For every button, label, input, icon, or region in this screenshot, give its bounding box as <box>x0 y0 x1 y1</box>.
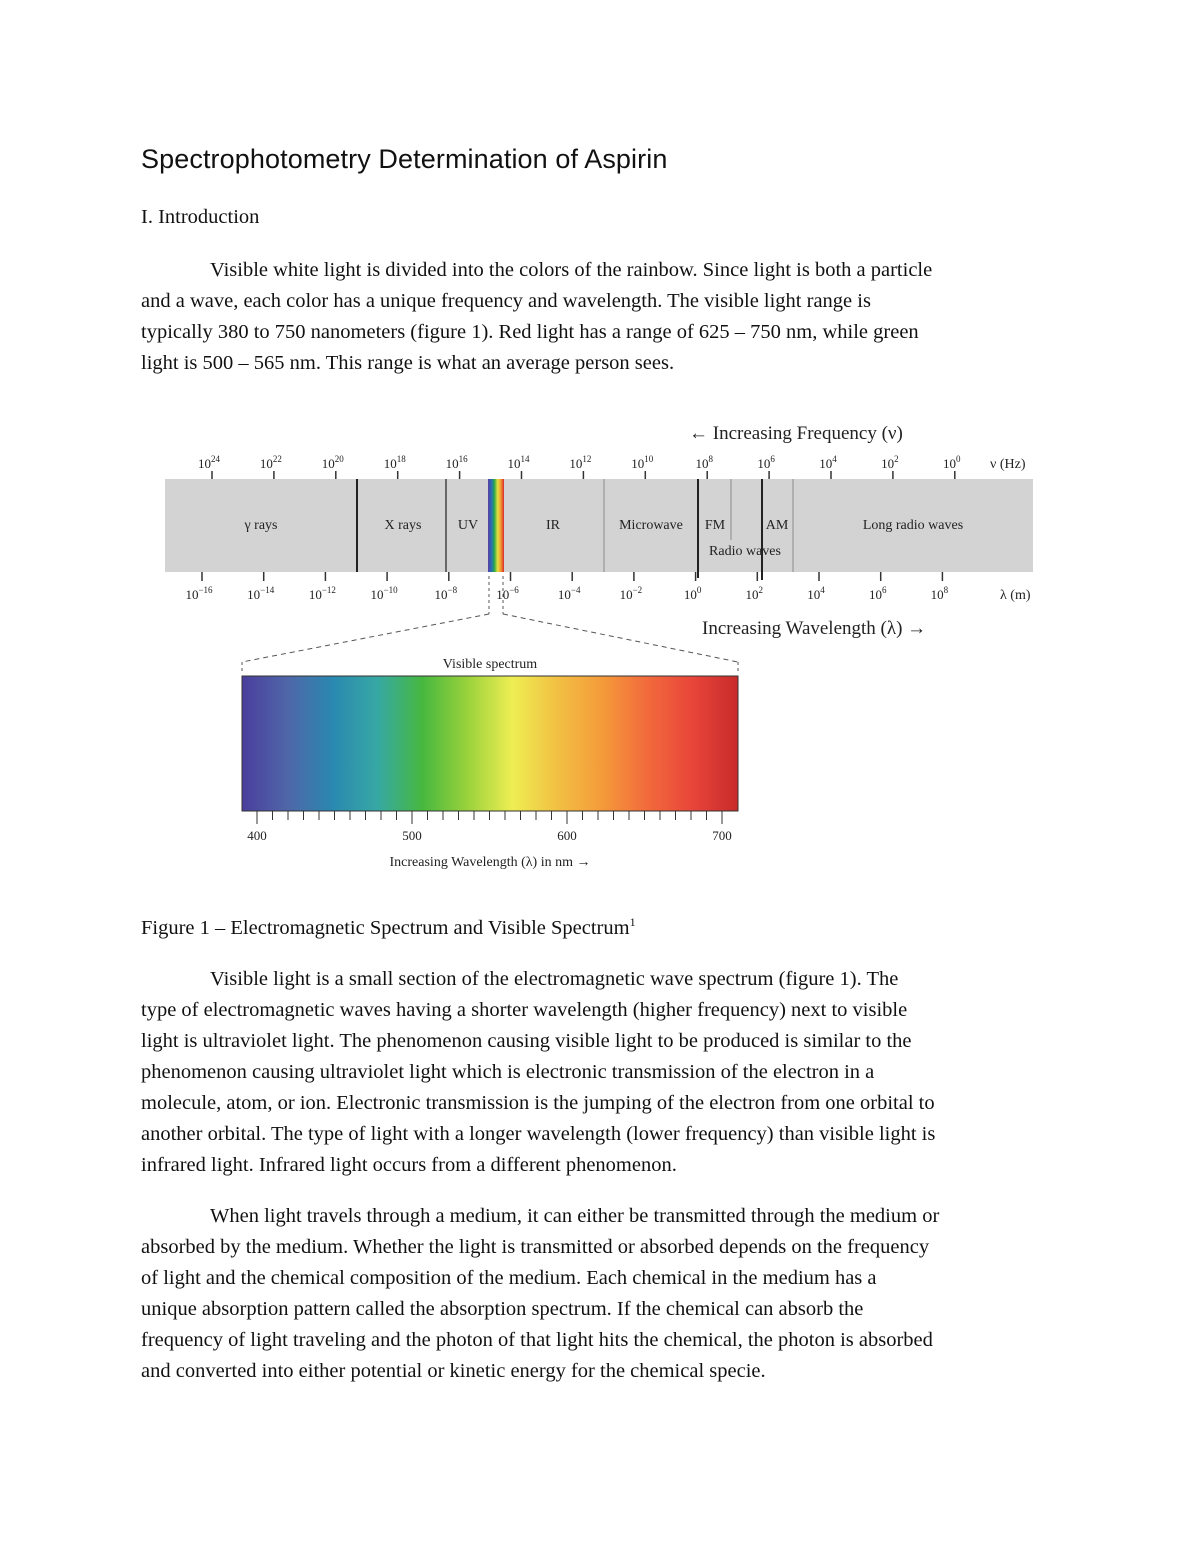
wavelength-tick-label: $10^8$ <box>930 585 949 602</box>
visible-axis-label: Increasing Wavelength (λ) in nm → <box>389 855 591 870</box>
figure-caption-footnote: 1 <box>629 915 636 929</box>
paragraph-line: light is ultraviolet light. The phenomenon causing visible light to be produced is similar to the <box>141 1030 912 1052</box>
frequency-tick-label: $10^{16}$ <box>445 454 468 471</box>
frequency-unit-label: ν (Hz) <box>990 457 1026 472</box>
wavelength-tick-label: $10^{-4}$ <box>557 585 581 602</box>
paragraph-line: Visible white light is divided into the colors of the rainbow. Since light is both a particle <box>210 259 933 281</box>
figure-caption-text: Figure 1 – Electromagnetic Spectrum and Visible Spectrum <box>141 917 630 939</box>
frequency-direction-label: ← Increasing Frequency (ν) <box>689 423 903 444</box>
frequency-tick-label: $10^{18}$ <box>383 454 406 471</box>
wavelength-tick-label: $10^6$ <box>868 585 887 602</box>
wavelength-axis <box>185 572 948 602</box>
zoom-line <box>242 614 489 662</box>
frequency-tick-label: $10^{20}$ <box>321 454 344 471</box>
visible-band-stripe <box>488 479 504 572</box>
frequency-tick-label: $10^8$ <box>695 454 713 471</box>
wavelength-tick-label: $10^4$ <box>807 585 825 602</box>
frequency-tick-label: $10^{14}$ <box>507 454 530 471</box>
wavelength-tick-label: $10^2$ <box>745 585 764 602</box>
absorption-paragraph <box>141 1201 1071 1387</box>
wavelength-tick-label: $10^{-2}$ <box>619 585 643 602</box>
visible-light-paragraph <box>141 964 1071 1181</box>
paragraph-line: phenomenon causing ultraviolet light which is electronic transmission of the electron in a <box>141 1061 875 1083</box>
document-title: Spectrophotometry Determination of Aspirin <box>141 144 668 174</box>
visible-spectrum-gradient <box>242 676 738 811</box>
band-label-fm: FM <box>704 518 726 533</box>
band-label-radio-waves: Radio waves <box>709 544 781 559</box>
band-label-long-radio: Long radio waves <box>862 518 964 533</box>
paragraph-line: unique absorption pattern called the absorption spectrum. If the chemical can absorb the <box>141 1298 864 1320</box>
paragraph-line: type of electromagnetic waves having a shorter wavelength (higher frequency) next to visible <box>141 999 908 1021</box>
visible-tick-700: 700 <box>712 828 732 843</box>
paragraph-line: absorbed by the medium. Whether the light is transmitted or absorbed depends on the frequency <box>141 1236 930 1258</box>
section-heading: I. Introduction <box>141 206 260 228</box>
visible-tick-500: 500 <box>402 828 422 843</box>
paragraph-line: molecule, atom, or ion. Electronic transmission is the jumping of the electron from one orbital to <box>141 1092 935 1114</box>
figure-caption <box>141 915 636 940</box>
frequency-tick-label: $10^{10}$ <box>631 454 654 471</box>
wavelength-tick-label: $10^{-12}$ <box>308 585 336 602</box>
paragraph-line: infrared light. Infrared light occurs from a different phenomenon. <box>141 1154 677 1176</box>
paragraph-line: and converted into either potential or kinetic energy for the chemical specie. <box>141 1360 766 1382</box>
wavelength-tick-label: $10^{-6}$ <box>496 585 519 602</box>
band-label-ir: IR <box>546 518 560 533</box>
wavelength-tick-label: $10^0$ <box>683 585 702 602</box>
paragraph-line: light is 500 – 565 nm. This range is what an average person sees. <box>141 352 675 374</box>
band-label-microwave: Microwave <box>619 518 683 533</box>
paragraph-line: another orbital. The type of light with a longer wavelength (lower frequency) than visible light is <box>141 1123 936 1145</box>
wavelength-tick-label: $10^{-10}$ <box>370 585 398 602</box>
frequency-tick-label: $10^{12}$ <box>569 454 592 471</box>
frequency-tick-label: $10^{22}$ <box>259 454 282 471</box>
visible-spectrum-title: Visible spectrum <box>442 657 538 672</box>
paragraph-line: When light travels through a medium, it can either be transmitted through the medium or <box>210 1205 940 1227</box>
frequency-tick-label: $10^{24}$ <box>198 454 220 471</box>
frequency-tick-label: $10^4$ <box>819 454 837 471</box>
paragraph-line: typically 380 to 750 nanometers (figure 1). Red light has a range of 625 – 750 nm, while green <box>141 321 919 343</box>
paragraph-line: frequency of light traveling and the photon of that light hits the chemical, the photon is absorbed <box>141 1329 933 1351</box>
frequency-tick-label: $10^0$ <box>943 454 961 471</box>
band-label-am: AM <box>765 518 789 533</box>
band-label-uv: UV <box>457 518 479 533</box>
band-label-gamma: γ rays <box>244 518 278 533</box>
visible-tick-600: 600 <box>557 828 577 843</box>
paragraph-line: Visible light is a small section of the electromagnetic wave spectrum (figure 1). The <box>210 968 899 990</box>
band-label-xray: X rays <box>384 518 422 533</box>
visible-spectrum-ticks <box>257 811 722 824</box>
wavelength-tick-label: $10^{-8}$ <box>434 585 458 602</box>
wavelength-tick-label: $10^{-16}$ <box>185 585 213 602</box>
wavelength-tick-label: $10^{-14}$ <box>247 585 275 602</box>
paragraph-line: and a wave, each color has a unique frequency and wavelength. The visible light range is <box>141 290 871 312</box>
frequency-tick-label: $10^2$ <box>881 454 899 471</box>
paragraph-line: of light and the chemical composition of the medium. Each chemical in the medium has a <box>141 1267 877 1289</box>
wavelength-unit-label: λ (m) <box>1000 588 1031 603</box>
wavelength-direction-label: Increasing Wavelength (λ) → <box>702 618 927 639</box>
visible-tick-400: 400 <box>247 828 267 843</box>
frequency-axis <box>198 454 961 479</box>
frequency-tick-label: $10^6$ <box>757 454 775 471</box>
